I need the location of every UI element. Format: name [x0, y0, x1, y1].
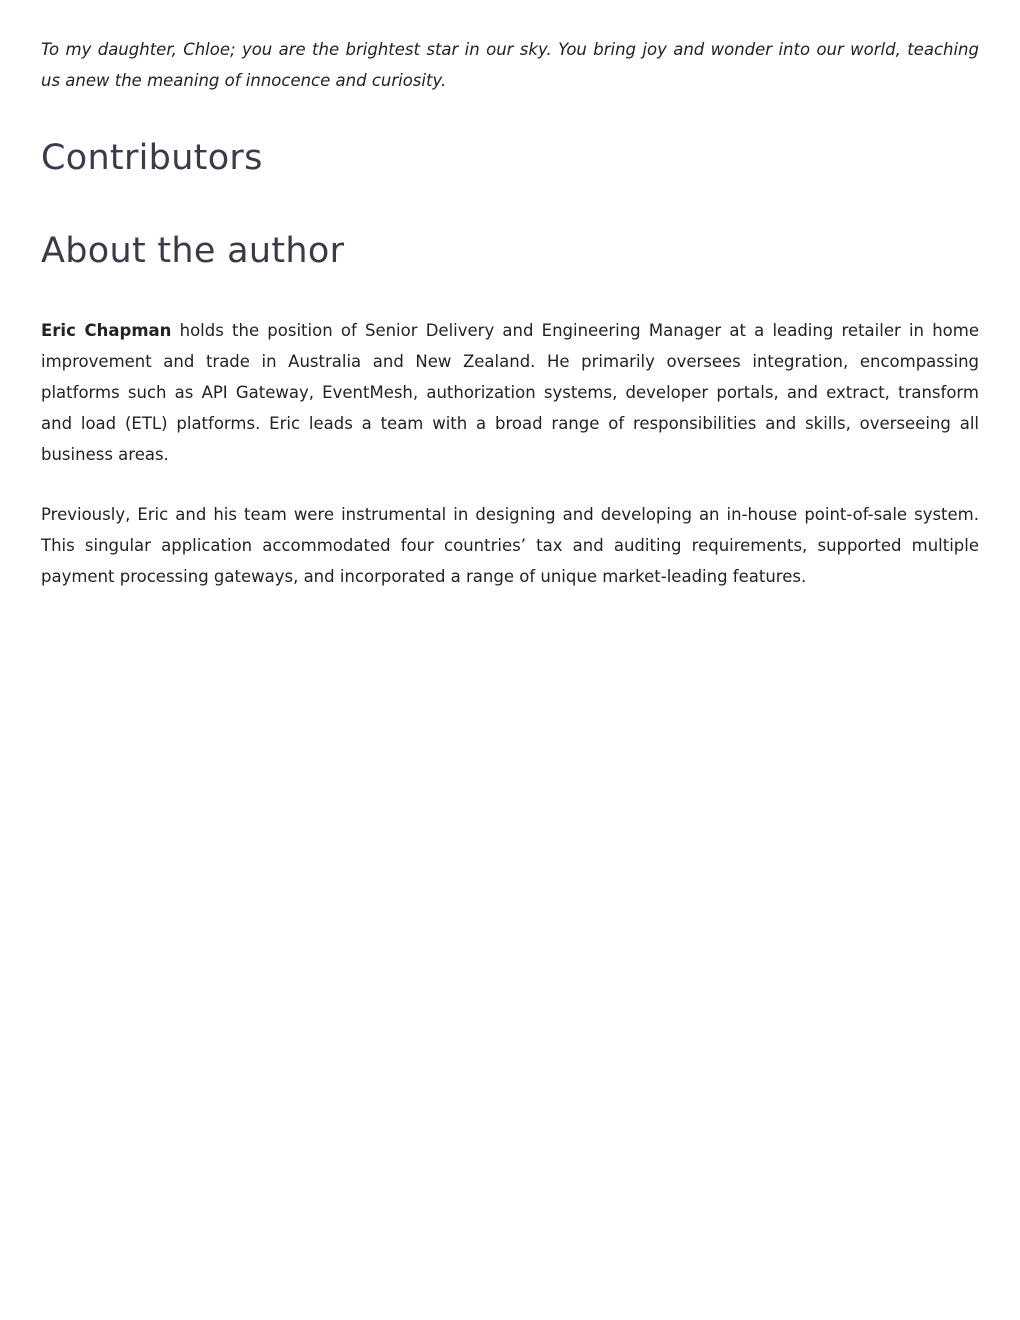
dedication-text: To my daughter, Chloe; you are the brightest star in our sky. You bring joy and wonder into our world, teaching us anew the meaning of innocence and curiosity. [41, 40, 979, 90]
author-bio-text: holds the position of Senior Delivery and Engineering Manager at a leading retailer in home improvement and trade in Australia and New Zealand. He primarily oversees integration, encompassing platforms such as API Gateway, EventMesh, authorization systems, developer portals, and extract, transform and load (ETL) platforms. Eric leads a team with a broad range of responsibilities and skills, overseeing all business areas. [41, 321, 979, 464]
author-name: Eric Chapman [41, 321, 172, 340]
book-page [41, 34, 979, 592]
about-author-heading: About the author [41, 231, 345, 271]
contributors-heading: Contributors [41, 138, 263, 178]
author-history-paragraph: Previously, Eric and his team were instrumental in designing and developing an in-house point-of-sale system. This singular application accommodated four countries’ tax and auditing requirements, supported multiple payment processing gateways, and incorporated a range of unique market-leading features. [41, 505, 979, 586]
author-bio-paragraph [41, 315, 979, 470]
